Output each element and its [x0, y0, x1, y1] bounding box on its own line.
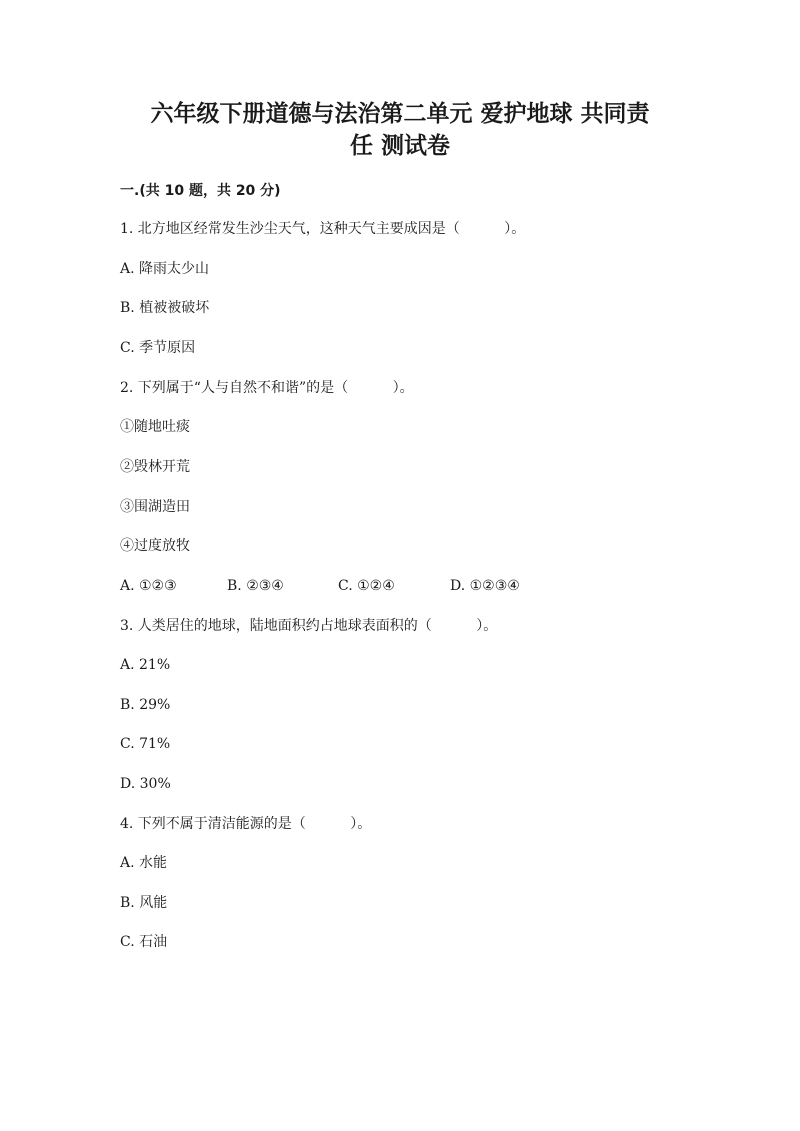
question-1-stem: 1. 北方地区经常发生沙尘天气，这种天气主要成因是（ ）。	[120, 221, 526, 237]
page-title-line-1: 六年级下册道德与法治第二单元 爱护地球 共同责	[150, 101, 650, 127]
question-2-item-4: ④过度放牧	[120, 538, 190, 554]
question-3-option-b: B. 29%	[120, 697, 171, 713]
question-4-option-a: A. 水能	[120, 855, 168, 871]
section-heading: 一.(共 10 题，共 20 分)	[120, 183, 281, 199]
question-2-option-c: C. ①②④	[338, 578, 395, 594]
question-3-option-a: A. 21%	[120, 657, 171, 673]
question-2-item-2: ②毁林开荒	[120, 459, 190, 475]
question-2-option-a: A. ①②③	[120, 578, 177, 594]
question-2-options-row	[120, 576, 600, 596]
question-3-stem: 3. 人类居住的地球，陆地面积约占地球表面积的（ ）。	[120, 618, 498, 634]
question-1-option-c: C. 季节原因	[120, 340, 196, 356]
question-3-option-d: D. 30%	[120, 776, 171, 792]
question-4-stem: 4. 下列不属于清洁能源的是（ ）。	[120, 816, 372, 832]
question-2-item-1: ①随地吐痰	[120, 419, 190, 435]
question-4-option-b: B. 风能	[120, 895, 168, 911]
question-1-option-a: A. 降雨太少山	[120, 261, 210, 277]
page-title-line-2: 任 测试卷	[349, 133, 450, 159]
question-2-option-b: B. ②③④	[227, 578, 284, 594]
question-1-option-b: B. 植被被破坏	[120, 300, 210, 316]
question-3-option-c: C. 71%	[120, 736, 171, 752]
question-2-stem: 2. 下列属于“人与自然不和谐”的是（ ）。	[120, 380, 414, 396]
question-2-item-3: ③围湖造田	[120, 499, 190, 515]
question-2-option-d: D. ①②③④	[450, 578, 520, 594]
question-4-option-c: C. 石油	[120, 934, 168, 950]
